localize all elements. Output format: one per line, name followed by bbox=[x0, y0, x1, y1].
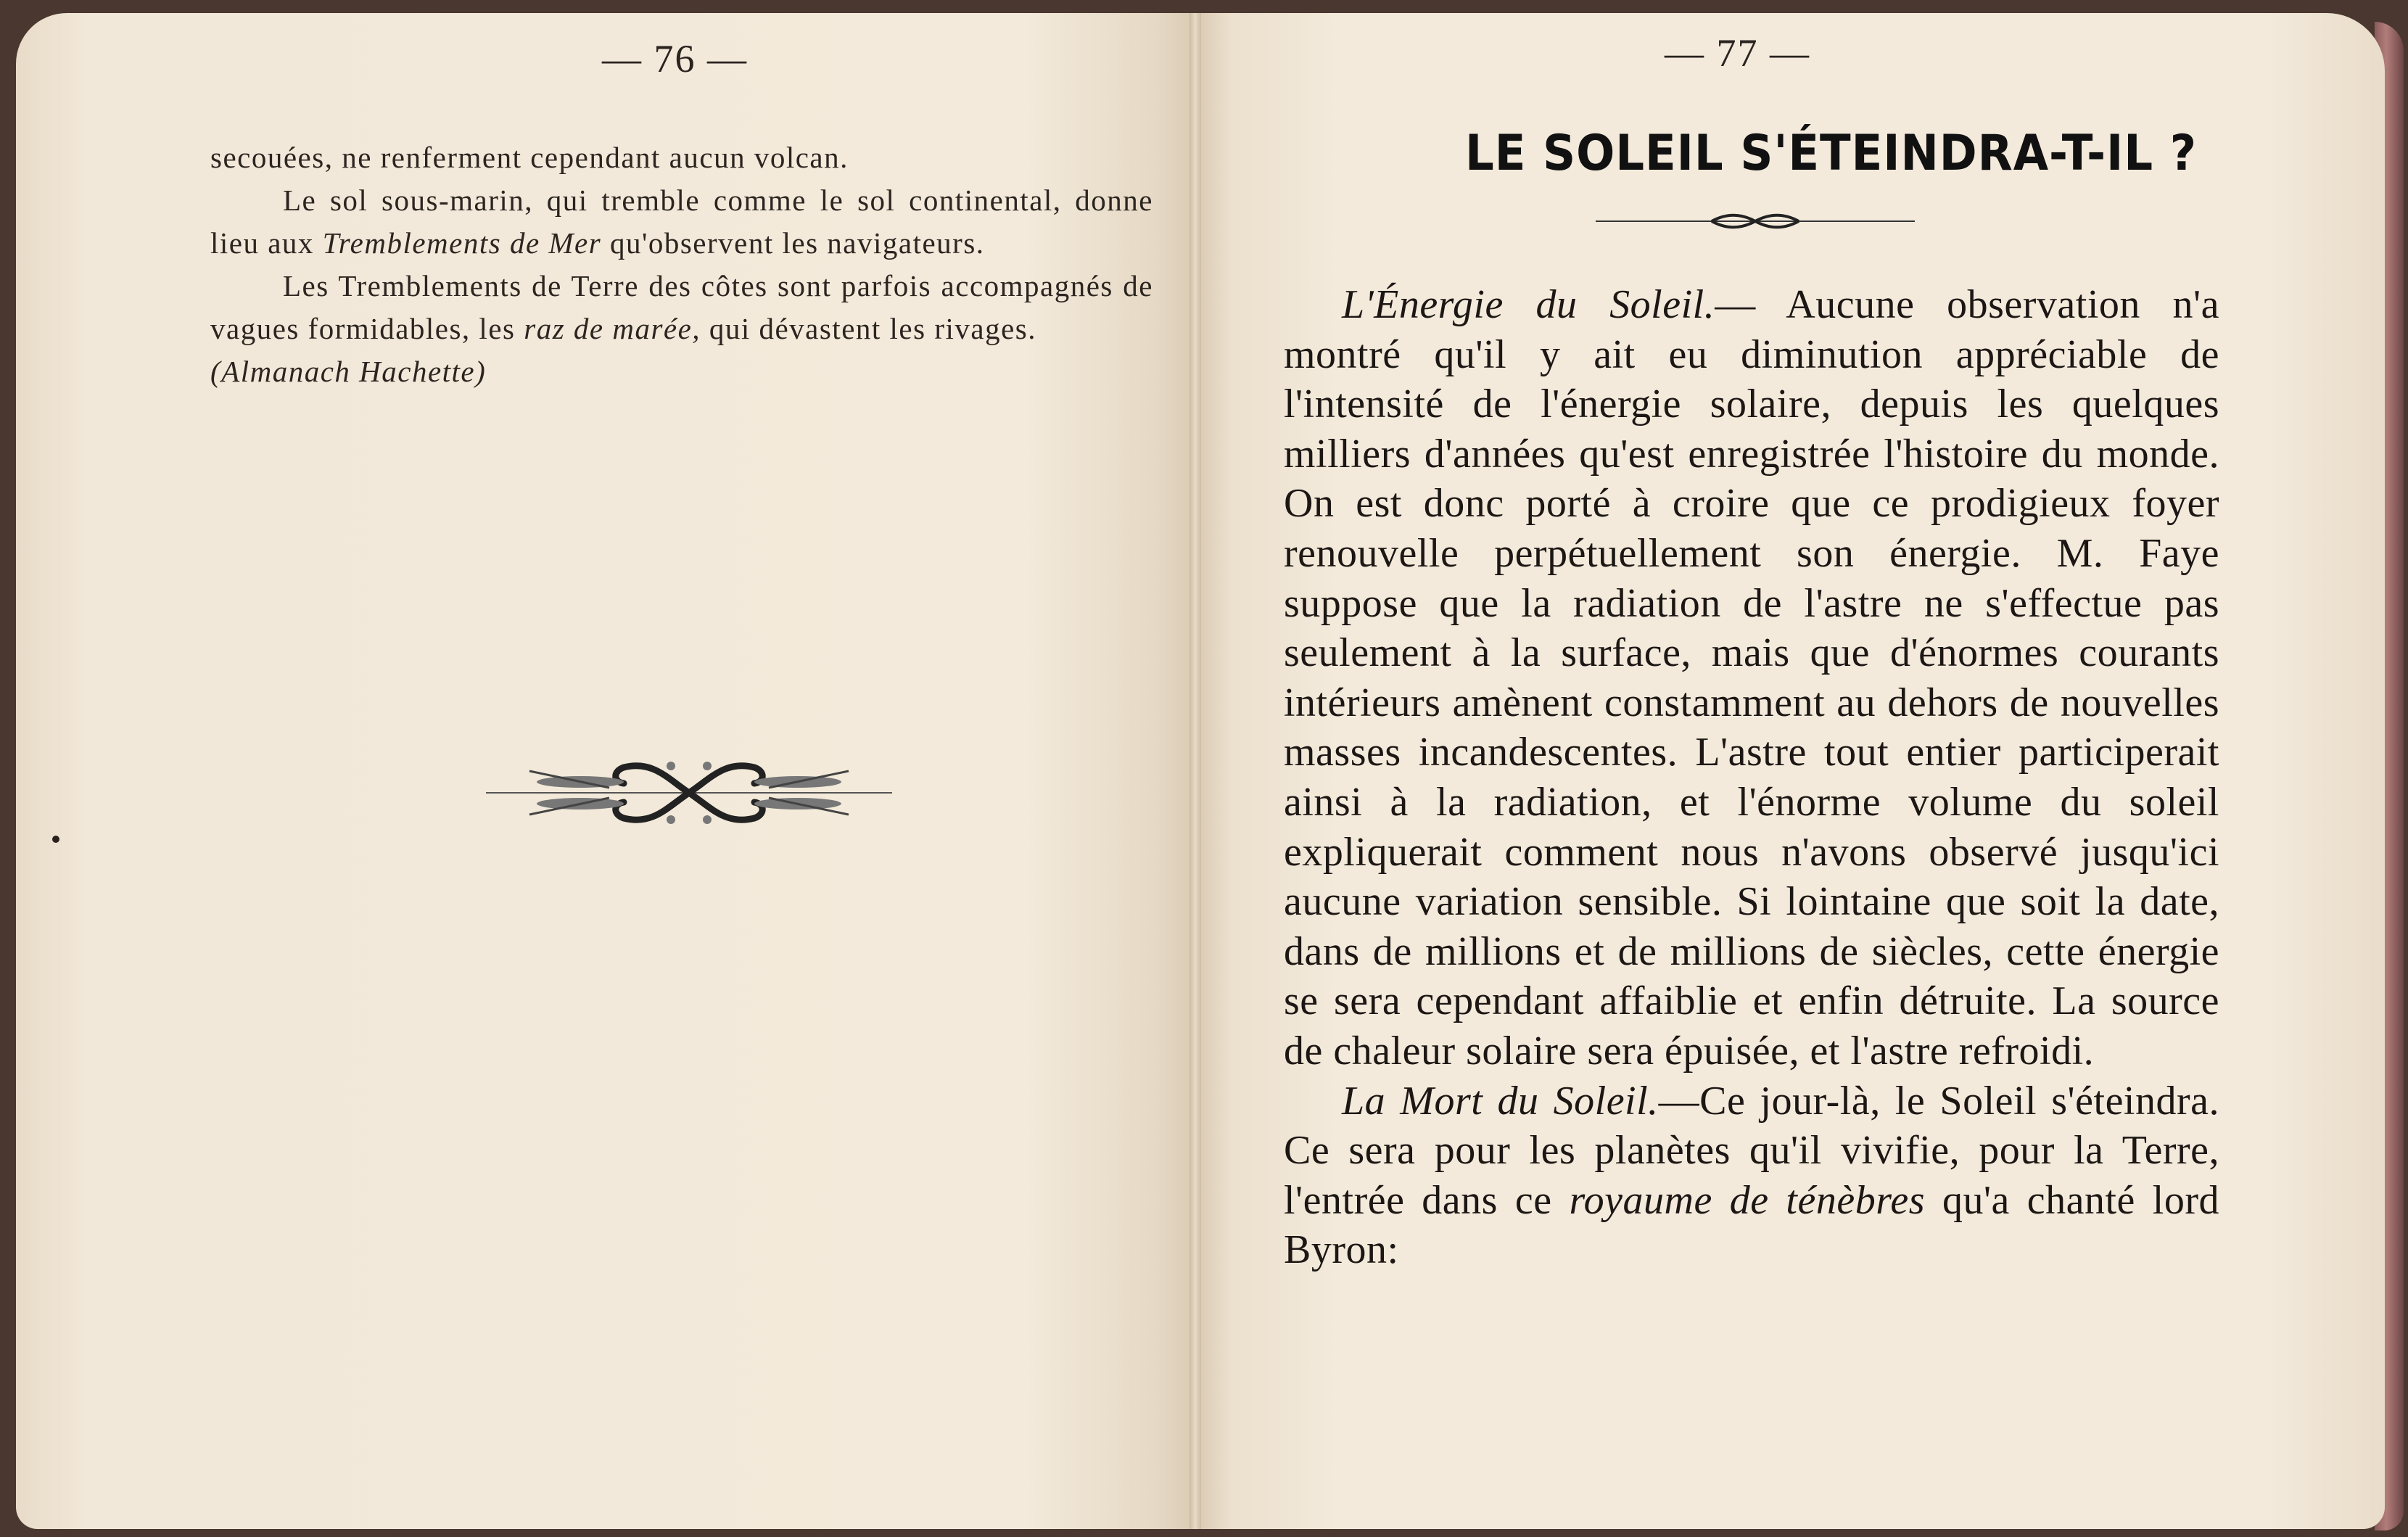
right-page-text bbox=[1284, 280, 2219, 1275]
source-citation: (Almanach Hachette) bbox=[210, 355, 487, 388]
left-page-text bbox=[210, 136, 1153, 393]
right-page-number: — 77 — bbox=[1665, 31, 1810, 75]
left-paragraph-1: secouées, ne renferment cependant aucun volcan. bbox=[210, 141, 849, 174]
decorative-ornament bbox=[486, 738, 892, 847]
right-paragraph-1: L'Énergie du Soleil.— Aucune observation n'a montré qu'il y ait eu diminution appréciable de l'intensité de l'énergie solaire, depuis les quelques milliers d'années qu'est enregistrée l'histoire du monde. On est donc porté à croire que ce prodigieux foyer renouvelle perpétuellement son énergie. M. Faye suppose que la radiation de l'astre ne s'effectue pas seulement à la surface, mais que d'énormes courants intérieurs amènent constamment au dehors de nouvelles masses incandescentes. L'astre tout entier participerait ainsi à la radiation, et l'énorme volume du soleil expliquerait comment nous n'avons observé jusqu'ici aucune variation sensible. Si lointaine que soit la date, dans de millions et de millions de siècles, cette énergie se sera cependant affaiblie et enfin détruite. La source de chaleur solaire sera épuisée, et l'astre refroidi. bbox=[1284, 282, 2220, 1074]
left-page-number: — 76 — bbox=[602, 37, 748, 81]
book-gutter bbox=[1189, 13, 1201, 1529]
ink-speck bbox=[52, 836, 59, 843]
left-paragraph-2: Le sol sous-marin, qui tremble comme le sol continental, donne lieu aux Tremblements de Mer qu'observent les navigateurs. bbox=[210, 184, 1153, 260]
chapter-title: LE SOLEIL S'ÉTEINDRA-T-IL ? bbox=[1465, 125, 2197, 182]
right-paragraph-2: La Mort du Soleil.—Ce jour-là, le Soleil s'éteindra. Ce sera pour les planètes qu'il vivifie, pour la Terre, l'entrée dans ce royaume de ténèbres qu'a chanté lord Byron: bbox=[1284, 1078, 2219, 1273]
left-paragraph-3: Les Tremblements de Terre des côtes sont parfois accompagnés de vagues formidables, les raz de marée, qui dévastent les rivages. bbox=[210, 269, 1153, 345]
title-ornament-rule bbox=[1596, 210, 1915, 232]
